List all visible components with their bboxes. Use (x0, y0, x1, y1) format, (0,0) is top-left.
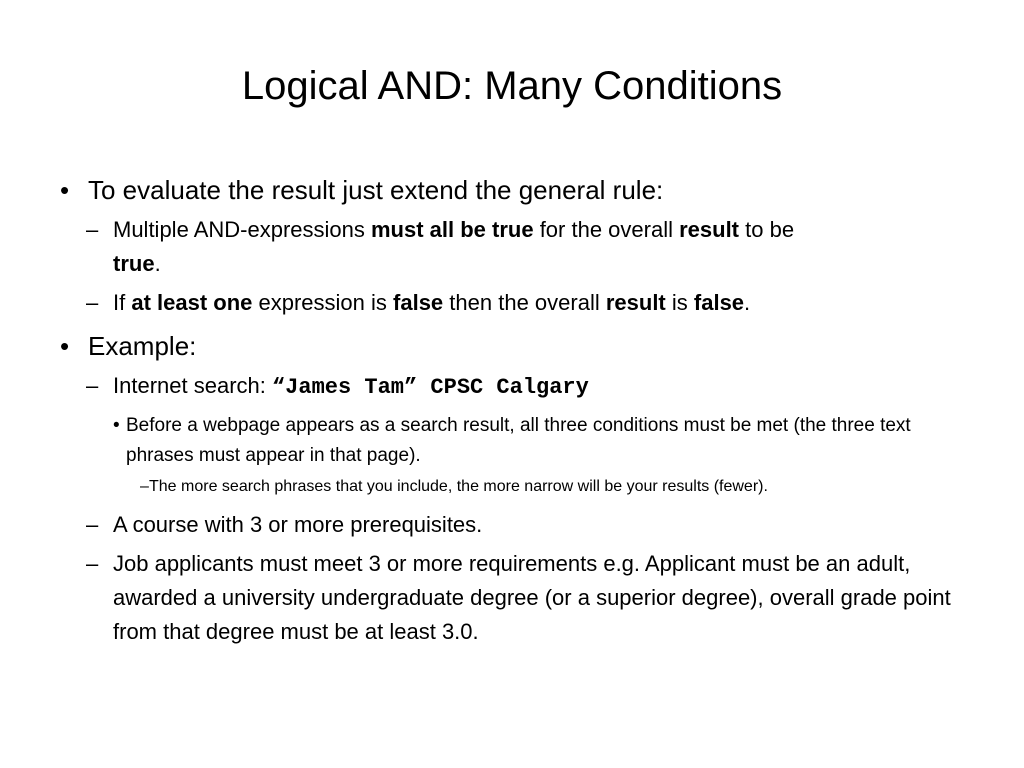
bullet-text: Job applicants must meet 3 or more requirements e.g. Applicant must be an adult, awarded a university undergraduate degree (or a superior degree), overall grade point from that degree must be at least 3.0. (113, 551, 951, 644)
bold-segment: must all be true (370, 217, 534, 242)
bold-segment: result (679, 217, 740, 242)
bold-segment: at least one (131, 290, 253, 315)
slide-title: Logical AND: Many Conditions (241, 64, 783, 108)
bullet-marker: • (60, 175, 70, 205)
dash-marker: – (86, 217, 99, 242)
text-segment: expression is (252, 290, 394, 315)
subbullet-multiple (86, 213, 980, 281)
text-segment: for the overall (533, 217, 680, 242)
bold-segment: true (113, 251, 155, 276)
dash-marker: – (86, 512, 99, 537)
bullet-evaluate (60, 172, 980, 208)
text-segment: Multiple AND-expressions (113, 217, 371, 242)
subbullet-job (86, 547, 980, 649)
subsubbullet-webpage (113, 411, 980, 471)
subbullet-course (86, 508, 980, 542)
bullet-marker: • (60, 331, 70, 361)
subbullet-internet-search (86, 369, 980, 405)
bullet-text: The more search phrases that you include, the more narrow will be your results (fewer). (149, 478, 768, 495)
bold-segment: false (693, 290, 745, 315)
dash-marker: – (140, 478, 149, 495)
text-segment: to be (739, 217, 795, 242)
bullet-text: To evaluate the result just extend the general rule: (88, 175, 664, 205)
text-segment: If (113, 290, 132, 315)
bold-segment: false (393, 290, 444, 315)
bullet-text: Before a webpage appears as a search result, all three conditions must be met (the three text phrases must appear in that page). (126, 415, 911, 466)
dash-marker: – (86, 290, 99, 315)
bullet-example (60, 328, 980, 364)
subbullet-at-least-one (86, 286, 980, 320)
bullet-text: A course with 3 or more prerequisites. (113, 512, 483, 537)
dash-marker: – (86, 373, 99, 398)
text-segment: Internet search: (113, 373, 272, 398)
bullet-text: Example: (88, 331, 197, 361)
text-segment: . (744, 290, 751, 315)
text-segment: then the overall (443, 290, 606, 315)
slide-content (60, 168, 980, 649)
search-query: “James Tam” CPSC Calgary (271, 375, 589, 400)
dash-marker: – (86, 551, 99, 576)
text-segment: . (154, 251, 161, 276)
level4-search-phrases (140, 475, 980, 499)
bullet-marker: • (113, 415, 120, 436)
text-segment: is (665, 290, 694, 315)
bold-segment: result (605, 290, 666, 315)
